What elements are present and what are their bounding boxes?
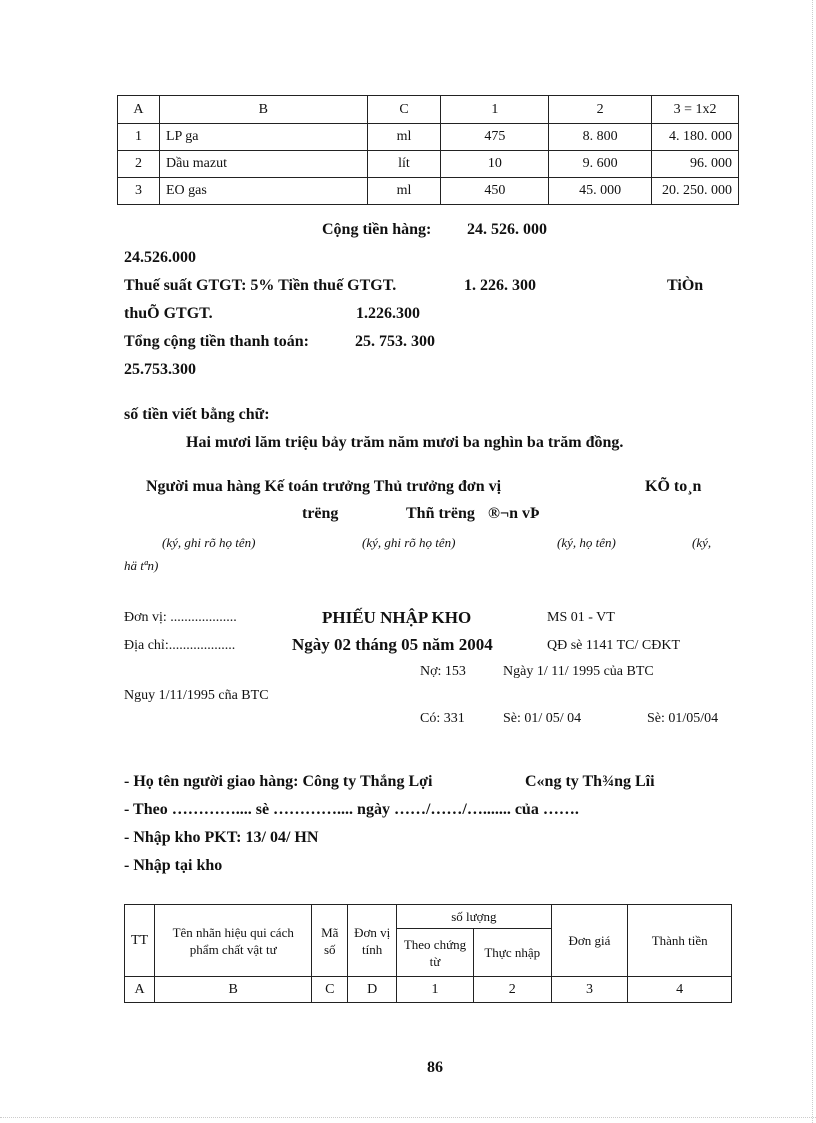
form-code: MS 01 - VT: [547, 610, 615, 625]
cell: EO gas: [159, 178, 367, 205]
cell: 9. 600: [549, 151, 652, 178]
grand-total-line: 25.753.300: [124, 361, 196, 378]
cell: 3: [118, 178, 160, 205]
signature-line-2c: ®¬n vÞ: [488, 505, 540, 522]
unit-field: Đơn vị: ...................: [124, 610, 237, 625]
sign-note-b: (ký, ghi rõ họ tên): [362, 535, 456, 550]
header-cell: Mã số: [312, 905, 348, 977]
sign-note-d: (ký,: [692, 535, 712, 550]
header-cell: B: [159, 96, 367, 124]
words-label: số tiền viết bằng chữ:: [124, 406, 270, 423]
vat-fragment: TiÒn: [667, 277, 704, 294]
grand-total-value: 25. 753. 300: [355, 333, 435, 350]
cong-tien-hang-value: 24. 526. 000: [467, 221, 547, 238]
table-row: [118, 124, 739, 151]
cell: 20. 250. 000: [652, 178, 739, 205]
sign-note-e: hä tªn): [124, 558, 159, 573]
warehouse-receipt-line: - Nhập kho PKT: 13/ 04/ HN: [124, 829, 319, 846]
signature-line-2b: Thñ trëng: [406, 505, 475, 522]
header-cell: Đơn giá: [551, 905, 628, 977]
cell: 45. 000: [549, 178, 652, 205]
vat-value: 1. 226. 300: [464, 277, 536, 294]
page-edge-bottom: [0, 1117, 816, 1118]
decision-date-alt: Nguy 1/11/1995 cña BTC: [124, 688, 269, 703]
cell: ml: [367, 178, 441, 205]
receipt-table: [124, 904, 732, 1003]
header-cell: Đơn vị tính: [348, 905, 397, 977]
reference-line: - Theo ………….... sè ………….... ngày ……/……/…....... của …….: [124, 801, 579, 818]
cell: D: [348, 977, 397, 1003]
cell: 3: [551, 977, 628, 1003]
cell: Dầu mazut: [159, 151, 367, 178]
cong-tien-hang-label: Cộng tiền hàng:: [322, 221, 432, 238]
cell: B: [155, 977, 312, 1003]
cell: 4: [628, 977, 732, 1003]
decision-date: Ngày 1/ 11/ 1995 của BTC: [503, 664, 654, 679]
cell: 96. 000: [652, 151, 739, 178]
cell: 8. 800: [549, 124, 652, 151]
cell: 2: [118, 151, 160, 178]
vat-label-2: thuÕ GTGT.: [124, 305, 213, 322]
header-cell: 2: [549, 96, 652, 124]
page-edge-right: [812, 0, 813, 1123]
cell: ml: [367, 124, 441, 151]
cell: 4. 180. 000: [652, 124, 739, 151]
warehouse-line: - Nhập tại kho: [124, 857, 223, 874]
credit-account: Có: 331: [420, 711, 465, 726]
table-row: [118, 178, 739, 205]
signature-line-2a: trëng: [302, 505, 339, 522]
signature-line-1: Người mua hàng Kế toán trưởng Thủ trưởng đơn vị: [146, 478, 502, 495]
words-text: Hai mươi lăm triệu bảy trăm năm mươi ba nghìn ba trăm đồng.: [186, 434, 624, 451]
cell: lít: [367, 151, 441, 178]
header-cell: A: [118, 96, 160, 124]
deliverer-line: - Họ tên người giao hàng: Công ty Thắng Lợi: [124, 773, 433, 790]
sign-note-a: (ký, ghi rõ họ tên): [162, 535, 256, 550]
header-cell: Theo chứng từ: [397, 929, 474, 977]
header-cell: số lượng: [397, 905, 552, 929]
vat-rate-line: Thuế suất GTGT: 5% Tiền thuế GTGT.: [124, 277, 397, 294]
header-cell: Thành tiền: [628, 905, 732, 977]
table-header-row: [118, 96, 739, 124]
page-title: PHIẾU NHẬP KHO: [322, 608, 472, 627]
table-row: [125, 977, 732, 1003]
header-cell: C: [367, 96, 441, 124]
document-date: Ngày 02 tháng 05 năm 2004: [292, 635, 493, 654]
grand-total-label: Tổng cộng tiền thanh toán:: [124, 333, 309, 350]
vat-value-2: 1.226.300: [356, 305, 420, 322]
cell: 450: [441, 178, 549, 205]
header-cell: Tên nhãn hiệu qui cách phẩm chất vật tư: [155, 905, 312, 977]
decision-number: QĐ sè 1141 TC/ CĐKT: [547, 638, 680, 653]
total-goods-line: 24.526.000: [124, 249, 196, 266]
document-number-alt: Sè: 01/05/04: [647, 711, 719, 726]
cell: 10: [441, 151, 549, 178]
goods-table: [117, 95, 739, 205]
cell: 1: [397, 977, 474, 1003]
header-cell: Thực nhập: [473, 929, 551, 977]
signature-accountant: KÕ to¸n: [645, 478, 702, 495]
header-cell: TT: [125, 905, 155, 977]
document-number: Sè: 01/ 05/ 04: [503, 711, 582, 726]
cell: C: [312, 977, 348, 1003]
deliverer-alt: C«ng ty Th¾ng Lîi: [525, 773, 655, 790]
cell: 1: [118, 124, 160, 151]
address-field: Địa chỉ:...................: [124, 638, 236, 653]
sign-note-c: (ký, họ tên): [557, 535, 616, 550]
table-header-row: [125, 905, 732, 929]
cell: 2: [473, 977, 551, 1003]
debit-account: Nợ: 153: [420, 664, 466, 679]
header-cell: 1: [441, 96, 549, 124]
header-cell: 3 = 1x2: [652, 96, 739, 124]
cell: A: [125, 977, 155, 1003]
table-row: [118, 151, 739, 178]
cell: 475: [441, 124, 549, 151]
cell: LP ga: [159, 124, 367, 151]
page-number: 86: [427, 1059, 443, 1076]
